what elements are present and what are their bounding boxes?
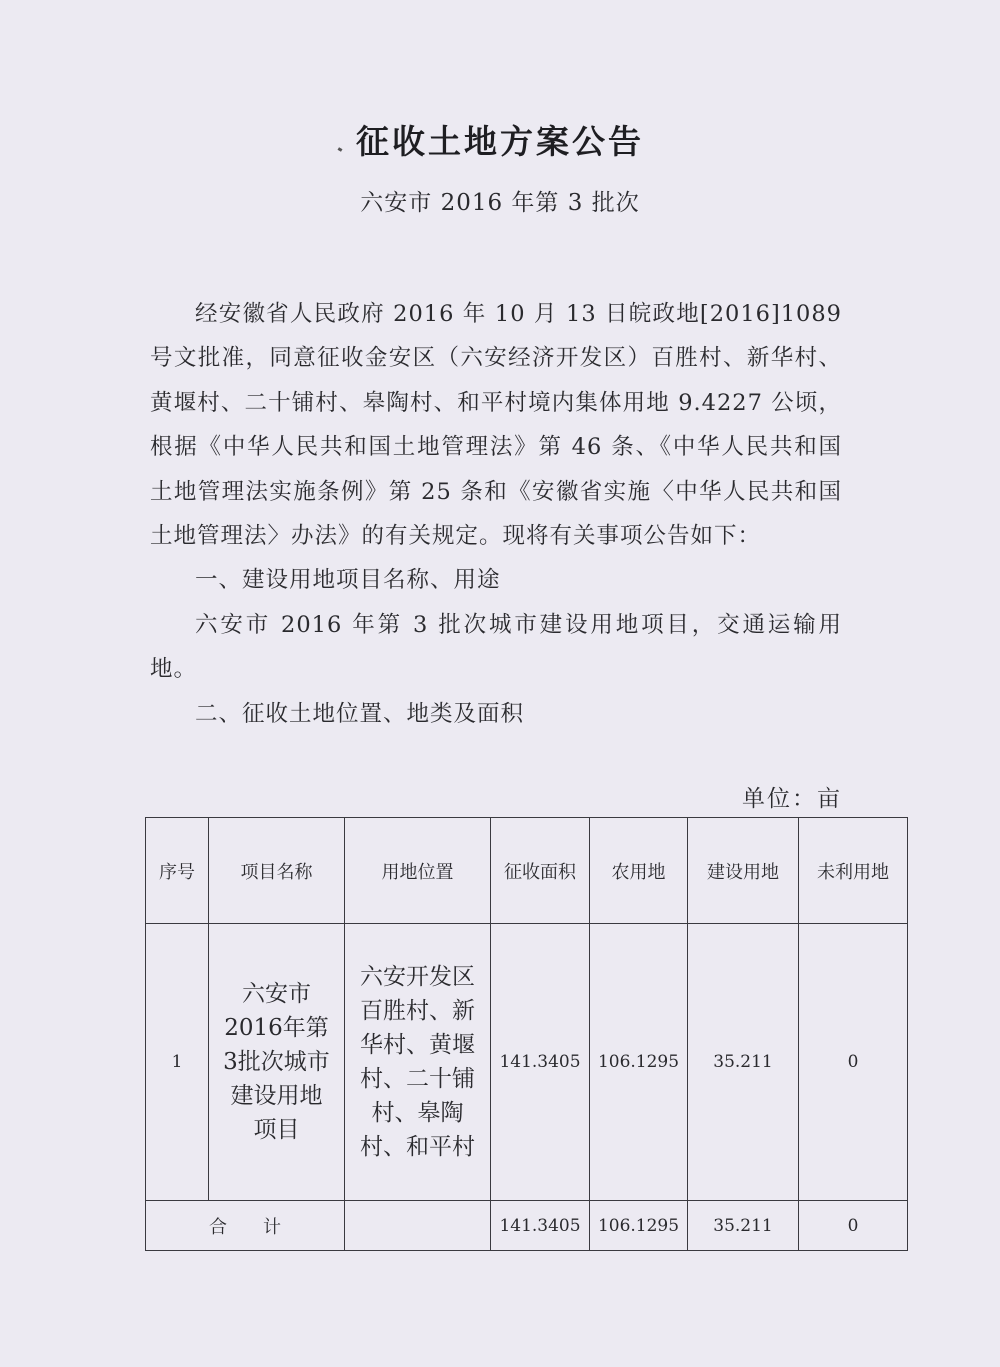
total-unused: 0 (799, 1201, 908, 1251)
table-row (146, 924, 908, 1201)
notice-subtitle: 六安市 2016 年第 3 批次 (360, 190, 640, 216)
header-location: 用地位置 (345, 818, 491, 924)
header-unused: 未利用地 (799, 818, 908, 924)
total-farmland: 106.1295 (590, 1201, 688, 1251)
table-total-row (146, 1201, 908, 1251)
table-header-row (146, 818, 908, 924)
cell-location-text: 六安开发区百胜村、新华村、黄堰村、二十铺村、皋陶村、和平村 (360, 964, 475, 1161)
land-table (145, 817, 908, 1251)
cell-location (345, 924, 491, 1201)
unit-label: 单位：亩 (742, 786, 842, 812)
header-seq: 序号 (146, 818, 209, 924)
cell-seq: 1 (146, 924, 209, 1201)
notice-title: 征收土地方案公告 (356, 122, 644, 161)
section-heading-1: 一、建设用地项目名称、用途 (195, 567, 501, 594)
section-heading-2: 二、征收土地位置、地类及面积 (195, 700, 525, 727)
cell-unused: 0 (799, 924, 908, 1201)
notice-body (150, 292, 842, 736)
cell-farmland: 106.1295 (590, 924, 688, 1201)
total-location-empty (345, 1201, 491, 1251)
cell-project-name (209, 924, 345, 1201)
cell-construction: 35.211 (688, 924, 799, 1201)
total-construction: 35.211 (688, 1201, 799, 1251)
paragraph-project: 六安市 2016 年第 3 批次城市建设用地项目，交通运输用地。 (150, 611, 842, 683)
total-area: 141.3405 (491, 1201, 590, 1251)
header-project-name: 项目名称 (209, 818, 345, 924)
cell-project-name-text: 六安市2016年第3批次城市建设用地项目 (223, 981, 330, 1144)
header-construction: 建设用地 (688, 818, 799, 924)
total-label: 合 计 (146, 1201, 345, 1251)
paragraph-approval: 经安徽省人民政府 2016 年 10 月 13 日皖政地[2016]1089 号文批准，同意征收金安区（六安经济开发区）百胜村、新华村、黄堰村、二十铺村、皋陶村、和平村境内集体用地 9.4227 公顷，根据《中华人民共和国土地管理法》第 46 条、《中华人民共和国土地管理法实施条例》第 25 条和《安徽省实施〈中华人民共和国土地管理法〉办法》的有关规定。现将有关事项公告如下： (150, 301, 842, 550)
header-farmland: 农用地 (590, 818, 688, 924)
cell-area: 141.3405 (491, 924, 590, 1201)
header-area: 征收面积 (491, 818, 590, 924)
